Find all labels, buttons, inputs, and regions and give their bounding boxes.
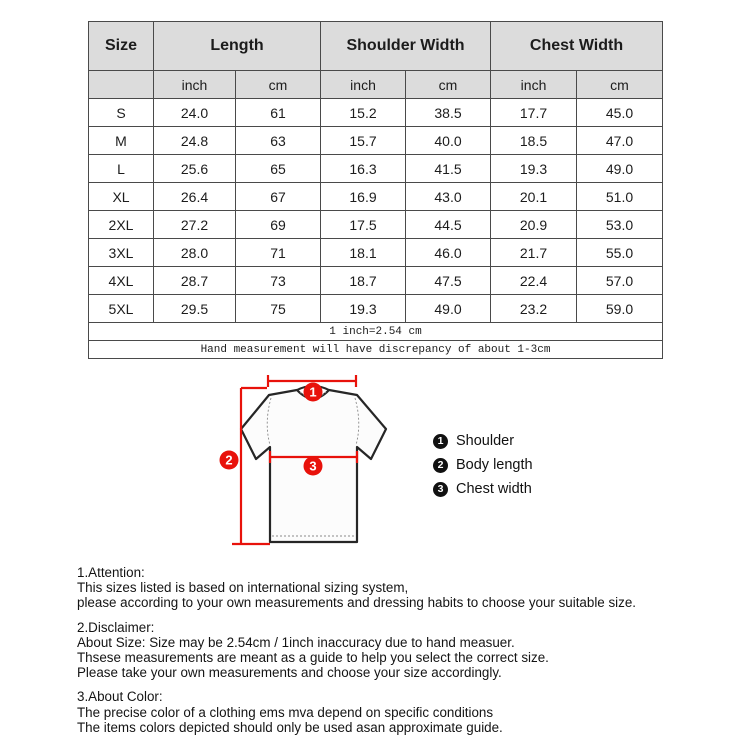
table-row-l (89, 155, 663, 183)
legend-label: Body length (456, 457, 533, 473)
table-row-xl (89, 183, 663, 211)
section-text: Thsese measurements are meant as a guide to help you select the correct size. (77, 650, 549, 666)
measurement-cell: 19.3 (491, 155, 577, 183)
table-row-3xl (89, 239, 663, 267)
size-chart-table (88, 21, 663, 359)
body-length-badge (220, 451, 239, 470)
measurement-cell: 59.0 (577, 295, 663, 323)
measurement-cell: 18.7 (321, 267, 406, 295)
measurement-cell: 40.0 (406, 127, 491, 155)
section-text: About Size: Size may be 2.54cm / 1inch inaccuracy due to hand measuer. (77, 634, 515, 650)
measurement-cell: 15.7 (321, 127, 406, 155)
unit-cell: inch (154, 71, 236, 99)
measurement-cell: 26.4 (154, 183, 236, 211)
disclaimer-section (77, 620, 707, 681)
measurement-cell: 17.7 (491, 99, 577, 127)
measurement-cell: 38.5 (406, 99, 491, 127)
measurement-cell: 63 (236, 127, 321, 155)
measurement-cell: 22.4 (491, 267, 577, 295)
attention-section (77, 565, 707, 611)
section-text: Please take your own measurements and choose your size accordingly. (77, 665, 502, 681)
size-label: 2XL (89, 211, 154, 239)
legend-item-shoulder (433, 433, 533, 449)
measurement-cell: 16.9 (321, 183, 406, 211)
table-header-row (89, 22, 663, 71)
measurement-cell: 57.0 (577, 267, 663, 295)
section-text: The items colors depicted should only be used asan approximate guide. (77, 719, 503, 735)
measurement-cell: 24.8 (154, 127, 236, 155)
measurement-cell: 67 (236, 183, 321, 211)
circled-number-icon: 2 (433, 458, 448, 473)
circled-number-icon: 1 (433, 434, 448, 449)
size-label: XL (89, 183, 154, 211)
measurement-cell: 47.5 (406, 267, 491, 295)
measurement-cell: 29.5 (154, 295, 236, 323)
table-row-4xl (89, 267, 663, 295)
svg-text:3: 3 (309, 458, 317, 474)
measurement-cell: 19.3 (321, 295, 406, 323)
svg-text:2: 2 (225, 452, 233, 468)
table-row-5xl (89, 295, 663, 323)
measurement-cell: 23.2 (491, 295, 577, 323)
size-label: 3XL (89, 239, 154, 267)
legend-item-body-length (433, 457, 533, 473)
column-header-chest-width: Chest Width (491, 22, 663, 71)
section-text: This sizes listed is based on international sizing system, (77, 580, 409, 596)
measurement-cell: 44.5 (406, 211, 491, 239)
table-footnote-conversion-row (89, 323, 663, 341)
legend-label: Chest width (456, 481, 532, 497)
measurement-cell: 27.2 (154, 211, 236, 239)
measurement-cell: 21.7 (491, 239, 577, 267)
measurement-cell: 17.5 (321, 211, 406, 239)
size-label: 5XL (89, 295, 154, 323)
section-text: please according to your own measurements and dressing habits to choose your suitable size. (77, 595, 637, 611)
size-label: L (89, 155, 154, 183)
section-title: 3.About Color: (77, 689, 163, 705)
size-label: 4XL (89, 267, 154, 295)
size-label: S (89, 99, 154, 127)
measurement-cell: 25.6 (154, 155, 236, 183)
unit-cell: cm (406, 71, 491, 99)
measurement-cell: 49.0 (406, 295, 491, 323)
measurement-cell: 43.0 (406, 183, 491, 211)
measurement-cell: 65 (236, 155, 321, 183)
table-footnote-disclaimer-row (89, 341, 663, 359)
measurement-cell: 71 (236, 239, 321, 267)
measurement-cell: 45.0 (577, 99, 663, 127)
measurement-cell: 18.5 (491, 127, 577, 155)
measurement-cell: 24.0 (154, 99, 236, 127)
svg-text:1: 1 (309, 384, 317, 400)
unit-cell: cm (577, 71, 663, 99)
measurement-cell: 46.0 (406, 239, 491, 267)
unit-cell-empty (89, 71, 154, 99)
measurement-cell: 51.0 (577, 183, 663, 211)
legend-label: Shoulder (456, 433, 515, 449)
legend-item-chest-width (433, 481, 533, 497)
unit-cell: cm (236, 71, 321, 99)
column-header-length: Length (154, 22, 321, 71)
measurement-cell: 41.5 (406, 155, 491, 183)
footnote-disclaimer: Hand measurement will have discrepancy of about 1-3cm (89, 341, 663, 359)
circled-number-icon: 3 (433, 482, 448, 497)
measurement-cell: 28.0 (154, 239, 236, 267)
measurement-cell: 69 (236, 211, 321, 239)
measurement-cell: 61 (236, 99, 321, 127)
measurement-legend (433, 433, 533, 505)
column-header-shoulder-width: Shoulder Width (321, 22, 491, 71)
measurement-cell: 73 (236, 267, 321, 295)
measurement-cell: 15.2 (321, 99, 406, 127)
table-row-s (89, 99, 663, 127)
unit-cell: inch (321, 71, 406, 99)
measurement-cell: 49.0 (577, 155, 663, 183)
measurement-cell: 55.0 (577, 239, 663, 267)
table-row-m (89, 127, 663, 155)
measurement-cell: 20.1 (491, 183, 577, 211)
about-color-section (77, 689, 707, 735)
footnote-conversion: 1 inch=2.54 cm (89, 323, 663, 341)
shoulder-badge (304, 383, 323, 402)
size-label: M (89, 127, 154, 155)
table-row-2xl (89, 211, 663, 239)
measurement-cell: 20.9 (491, 211, 577, 239)
measurement-cell: 28.7 (154, 267, 236, 295)
measurement-cell: 18.1 (321, 239, 406, 267)
measurement-cell: 16.3 (321, 155, 406, 183)
column-header-size: Size (89, 22, 154, 71)
table-unit-row (89, 71, 663, 99)
section-title: 2.Disclaimer: (77, 619, 155, 635)
unit-cell: inch (491, 71, 577, 99)
measurement-cell: 75 (236, 295, 321, 323)
measurement-cell: 53.0 (577, 211, 663, 239)
measurement-cell: 47.0 (577, 127, 663, 155)
section-text: The precise color of a clothing ems mva depend on specific conditions (77, 704, 494, 720)
notes-block (77, 565, 707, 744)
chest-width-badge (304, 457, 323, 476)
section-title: 1.Attention: (77, 565, 145, 580)
tshirt-measurement-diagram (210, 371, 410, 555)
